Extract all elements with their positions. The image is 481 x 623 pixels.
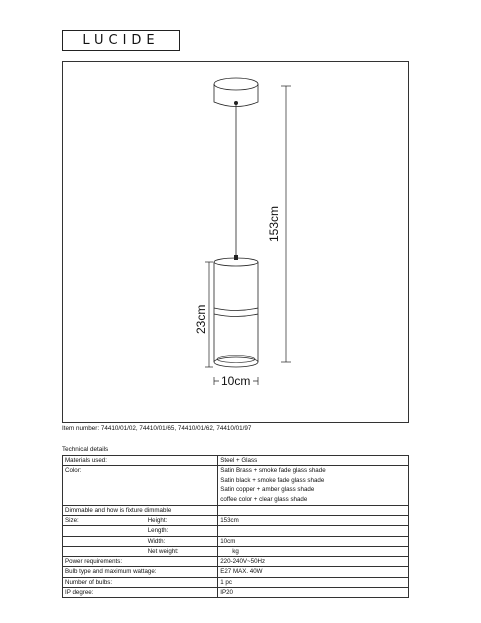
shade-height-label: 23cm: [194, 304, 208, 334]
shade-band-top: [214, 308, 258, 311]
table-row: [63, 536, 409, 546]
materials-label: Materials used:: [63, 456, 218, 466]
net-weight-value: kg: [218, 546, 409, 556]
table-row: [63, 515, 409, 525]
dimmable-label: Dimmable and how is fixture dimmable: [63, 505, 218, 515]
color-values: [218, 466, 409, 505]
shade-bottom-inner: [217, 356, 255, 363]
item-number: Item number: 74410/01/02, 74410/01/65, 74410/01/62, 74410/01/97: [62, 425, 252, 432]
ip-label: IP degree:: [63, 588, 218, 598]
brand-logo: [62, 30, 180, 51]
power-value: 220-240V~50Hz: [218, 557, 409, 567]
technical-drawing: [62, 61, 409, 423]
net-weight-label: Net weight:: [146, 546, 218, 556]
pendant-lamp-drawing: [63, 62, 410, 424]
bulbs-count-label: Number of bulbs:: [63, 577, 218, 587]
table-row: [63, 577, 409, 587]
table-row: [63, 588, 409, 598]
logo-text: LUCIDE: [82, 33, 160, 48]
bulbs-count-value: 1 pc: [218, 577, 409, 587]
table-row: [63, 456, 409, 466]
color-option: Satin black + smoke fade glass shade: [220, 476, 325, 484]
width-value: 10cm: [218, 536, 409, 546]
size-label: Size:: [63, 515, 146, 525]
color-option: coffee color + clear glass shade: [220, 496, 308, 504]
table-row: [63, 546, 409, 556]
table-row: [63, 466, 409, 505]
bulb-label: Bulb type and maximum wattage:: [63, 567, 218, 577]
shade-bottom: [214, 357, 258, 367]
table-row: [63, 505, 409, 515]
dimmable-value: [218, 505, 409, 515]
canopy-top: [214, 78, 258, 90]
color-label: Color:: [63, 466, 218, 505]
color-option: Satin copper + amber glass shade: [220, 486, 315, 494]
technical-details-table: [62, 455, 409, 598]
technical-details-heading: Technical details: [62, 446, 109, 453]
height-value: 153cm: [218, 515, 409, 525]
color-option: Satin Brass + smoke fade glass shade: [220, 467, 326, 475]
total-height-label: 153cm: [267, 205, 281, 242]
table-row: [63, 557, 409, 567]
table-row: [63, 526, 409, 536]
length-value: [218, 526, 409, 536]
height-label: Height:: [146, 515, 218, 525]
length-label: Length:: [146, 526, 218, 536]
width-label: 10cm: [221, 374, 251, 388]
shade-band-mid: [214, 314, 258, 317]
bulb-value: E27 MAX. 40W: [218, 567, 409, 577]
lamp-holder: [234, 255, 238, 260]
ip-value: IP20: [218, 588, 409, 598]
width-label: Width:: [146, 536, 218, 546]
power-label: Power requirements:: [63, 557, 218, 567]
materials-value: Steel + Glass: [218, 456, 409, 466]
table-row: [63, 567, 409, 577]
